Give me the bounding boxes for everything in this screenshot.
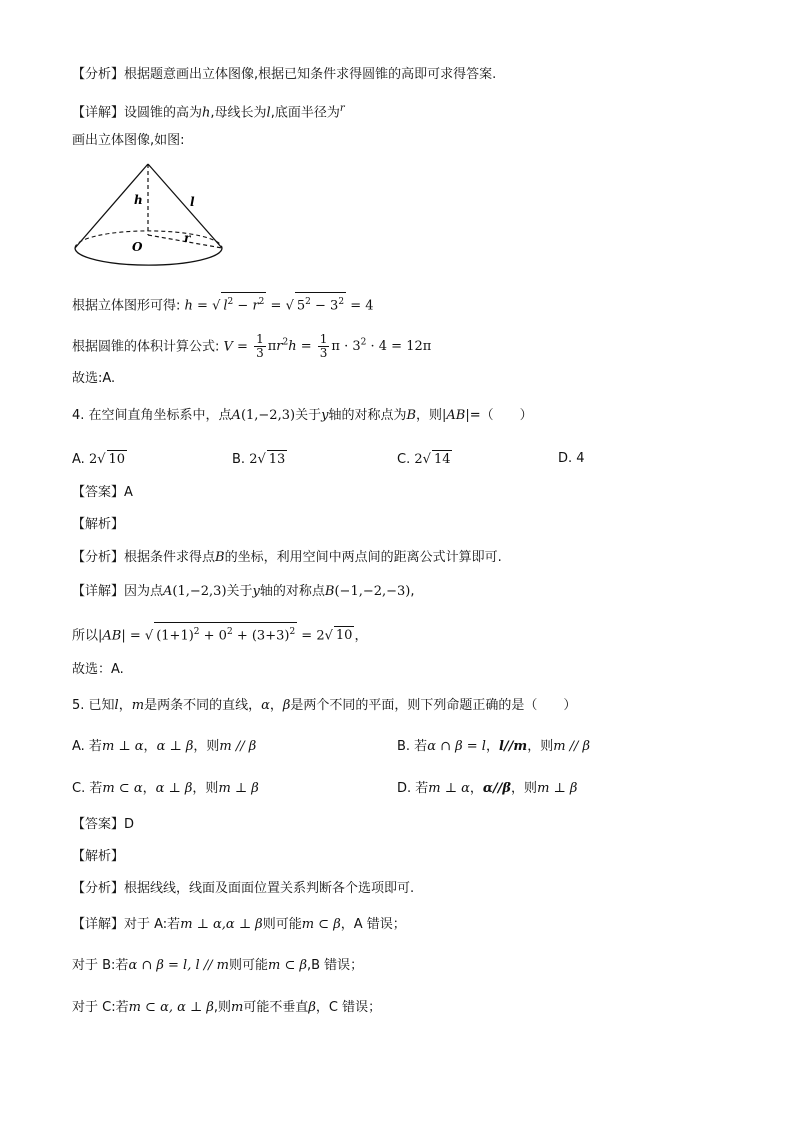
fig-label-r: r xyxy=(184,231,191,245)
q4-option-a: A. 2√ 10 xyxy=(72,452,126,467)
q5-detail-a: 【详解】对于 A:若m ⊥ α,α ⊥ β则可能m ⊂ β，A 错误； xyxy=(72,917,406,932)
fig-label-o: O xyxy=(132,240,143,254)
q3-analysis: 【分析】根据题意画出立体图像,根据已知条件求得圆锥的高即可求得答案. xyxy=(72,67,497,82)
q3-answer: 故选:A. xyxy=(72,371,116,386)
q3-detail: 【详解】设圆锥的高为h,母线长为l,底面半径为$^r$ xyxy=(72,103,345,121)
q4-explain: 【解析】 xyxy=(72,517,125,532)
cone-figure xyxy=(72,158,257,273)
q4-option-c: C. 2√ 14 xyxy=(397,452,451,467)
q4-analysis: 【分析】根据条件求得点B的坐标，利用空间中两点间的距离公式计算即可. xyxy=(72,550,502,565)
q5-stem: 5. 已知l，m是两条不同的直线，α，β是两个不同的平面，则下列命题正确的是（ ） xyxy=(72,698,577,713)
q3-calc-volume: 根据圆锥的体积计算公式: V = $\frac{1}{3}$ $\pi r^2h$ = $\frac{1}{3}$ $\pi \cdot 3^2 \cdot 4 = 12\pi$ xyxy=(72,332,432,361)
q3-calc-height: 根据立体图形可得: h = √ $l^2 - r^2$ = √ $5^2 - 3^2 = 4$ xyxy=(72,292,374,315)
fig-label-h: h xyxy=(134,193,143,207)
q4-option-d: D. 4 xyxy=(558,451,585,466)
q5-answer: 【答案】D xyxy=(72,817,135,832)
q5-option-c: C. 若m ⊂ α，α ⊥ β，则m ⊥ β xyxy=(72,781,259,796)
q5-option-b: B. 若α ∩ β = l，l//m，则m // β xyxy=(397,739,591,754)
q4-distance: 所以|AB| = √ $(1+1)^2 + 0^2 + (3+3)^2 = 2√$ 10 ， xyxy=(72,622,367,645)
q5-detail-b: 对于 B:若α ∩ β = l, l // m则可能m ⊂ β,B 错误； xyxy=(72,958,364,973)
q4-detail: 【详解】因为点A(1,−2,3)关于y轴的对称点B(−1,−2,−3), xyxy=(72,584,415,599)
q4-option-b: B. 2√ 13 xyxy=(232,452,286,467)
q4-choice: 故选：A. xyxy=(72,662,124,677)
q5-option-d: D. 若m ⊥ α，α//β，则m ⊥ β xyxy=(397,781,578,796)
q5-analysis: 【分析】根据线线，线面及面面位置关系判断各个选项即可. xyxy=(72,881,415,896)
q5-option-a: A. 若m ⊥ α，α ⊥ β，则m // β xyxy=(72,739,257,754)
fig-label-l: l xyxy=(190,195,195,209)
q5-explain: 【解析】 xyxy=(72,849,125,864)
q3-draw-text: 画出立体图像,如图: xyxy=(72,133,185,148)
q5-detail-c: 对于 C:若m ⊂ α, α ⊥ β,则m可能不垂直β，C 错误； xyxy=(72,1000,382,1015)
q4-stem: 4. 在空间直角坐标系中，点A(1,−2,3)关于y轴的对称点为B，则|AB|=（ ） xyxy=(72,408,533,423)
q4-answer: 【答案】A xyxy=(72,485,133,500)
